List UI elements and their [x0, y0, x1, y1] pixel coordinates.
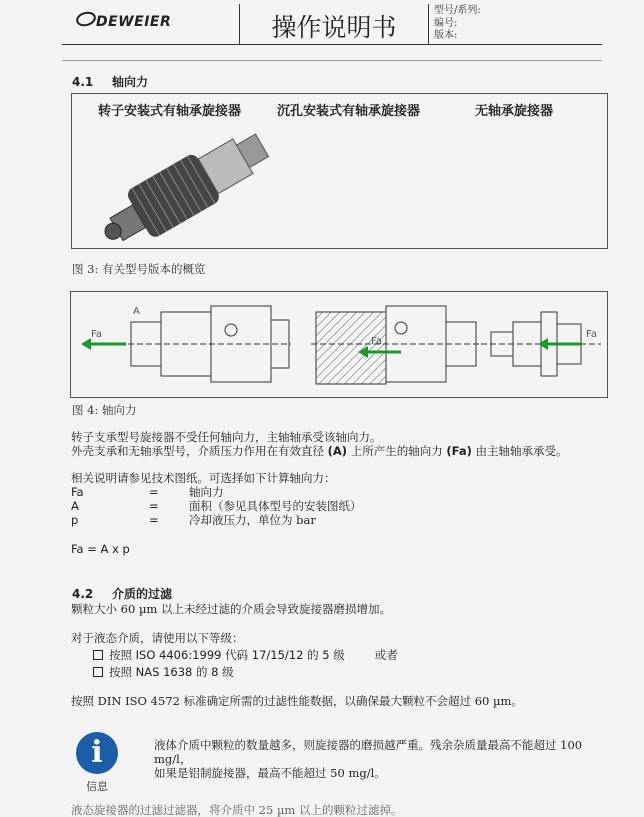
paragraph-din-iso: 按照 DIN ISO 4572 标准确定所需的过滤性能数据，以确保最大颗粒不会超过 60 µm。 — [71, 694, 523, 708]
document-header — [62, 4, 602, 45]
doc-meta: 型号/系列: 编号: 版本: — [434, 5, 481, 41]
figure-3-caption: 图 3: 有关型号版本的概览 — [72, 262, 206, 276]
figure-4-axial-force — [70, 291, 608, 398]
type-bearingless: 无轴承旋接器 — [475, 104, 554, 119]
figure-4-caption: 图 4: 轴向力 — [72, 403, 137, 417]
fa-label: Fa — [586, 329, 597, 340]
type-rotor-mounted: 转子安装式有轴承旋接器 — [98, 104, 242, 119]
a-label: A — [133, 306, 140, 317]
type-counterbore-mounted: 沉孔安装式有轴承旋接器 — [277, 104, 421, 119]
info-icon: i — [76, 732, 118, 774]
figure-3-overview — [71, 93, 608, 249]
paragraph-axial-force: 转子支承型号旋接器不受任何轴向力，主轴轴承受该轴向力。 外壳支承和无轴承型号，介质压力作用在有效直径 (A) 上所产生的轴向力 (Fa) 由主轴轴承承受。 — [71, 430, 568, 458]
info-text: 液体介质中颗粒的数量越多，则旋接器的磨损越严重。残余杂质量最高不能超过 100 mg/l， 如果是铝制旋接器，最高不能超过 50 mg/l。 — [154, 738, 583, 780]
fa-label: Fa — [91, 329, 102, 340]
fa-label: Fa — [371, 336, 382, 347]
section-heading-4-1: 4.1 轴向力 — [72, 75, 149, 89]
rotary-union-illustration — [92, 118, 292, 248]
checkbox-icon — [93, 650, 103, 660]
axial-force-formula: Fa = A x p — [71, 542, 130, 556]
section-heading-4-2: 4.2 介质的过滤 — [72, 587, 173, 601]
calculation-definitions: 相关说明请参见技术图纸。可选择如下计算轴向力： Fa = 轴向力 A = 面积（参见具体型号的安装图纸） p = 冷却液压力，单位为 bar — [71, 471, 362, 527]
cut-off-paragraph: 液态旋接器的过滤过滤器，将介质中 25 µm 以上的颗粒过滤掉。 — [71, 803, 403, 817]
paragraph-liquid-media: 对于液态介质，请使用以下等级： 按照 ISO 4406:1999 代码 17/15/12 的 5 级 或者 按照 NAS 1638 的 8 级 — [71, 631, 398, 679]
paragraph-particle-size: 颗粒大小 60 µm 以上未经过滤的介质会导致旋接器磨损增加。 — [71, 602, 391, 616]
company-logo: DEWEIER — [82, 14, 171, 30]
doc-title: 操作说明书 — [271, 13, 397, 42]
checkbox-icon — [93, 667, 103, 677]
axial-force-drawing — [71, 292, 607, 397]
info-label: 信息 — [86, 780, 108, 793]
